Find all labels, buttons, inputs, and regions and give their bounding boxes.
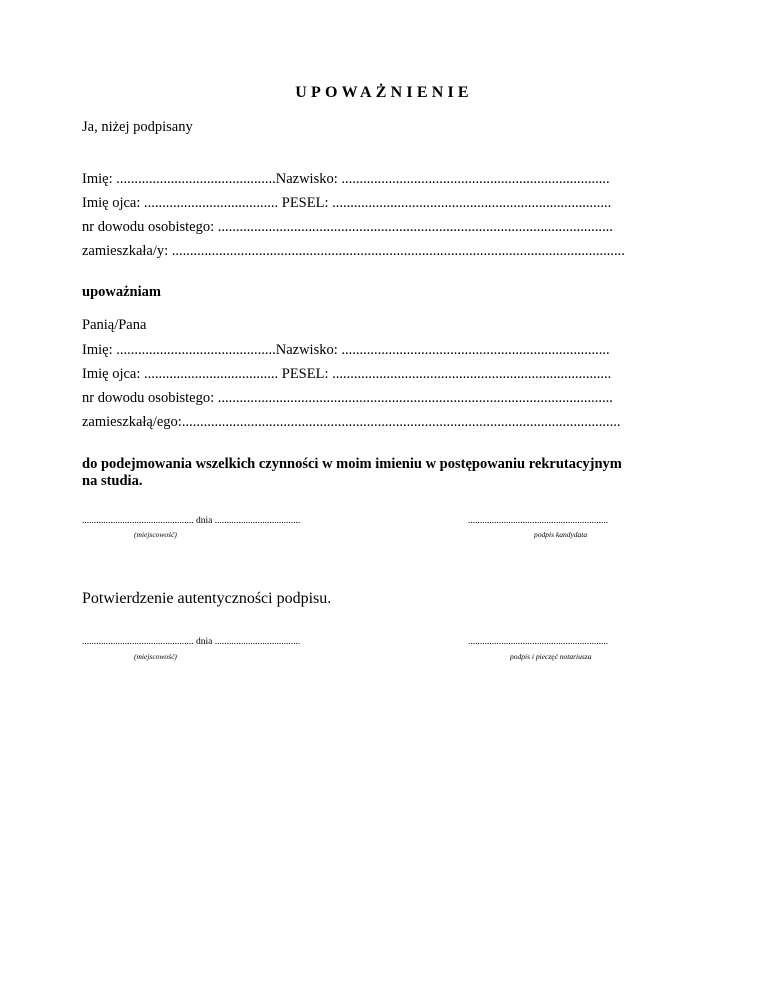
signature1-place-date: ............................................... dnia ....................................: [82, 516, 301, 526]
agent-father-pesel-line: Imię ojca: ..................................... PESEL: .............................................................................: [82, 366, 612, 382]
signature2-place-caption: (miejscowość): [134, 652, 177, 661]
signature1-place-caption: (miejscowość): [134, 530, 177, 539]
agent-address-line: zamieszkałą/ego:.........................................................................................................................: [82, 414, 621, 430]
agent-salutation: Panią/Pana: [82, 317, 147, 333]
confirmation-heading: Potwierdzenie autentyczności podpisu.: [82, 590, 332, 607]
principal-id-line: nr dowodu osobistego: .............................................................................................................: [82, 219, 613, 235]
signature1-caption: podpis kandydata: [534, 530, 588, 539]
signature1-line: ...........................................................: [468, 516, 609, 526]
scope-line-2: na studia.: [82, 473, 143, 489]
authorize-word: upoważniam: [82, 284, 161, 300]
principal-name-line: Imię: ............................................Nazwisko: ..........................................................................: [82, 171, 610, 187]
agent-name-line: Imię: ............................................Nazwisko: ..........................................................................: [82, 342, 610, 358]
agent-id-line: nr dowodu osobistego: .............................................................................................................: [82, 390, 613, 406]
document-title: UPOWAŻNIENIE: [295, 84, 473, 101]
signature2-caption: podpis i pieczęć notariusza: [510, 652, 592, 661]
signature2-place-date: ............................................... dnia ....................................: [82, 637, 301, 647]
intro-text: Ja, niżej podpisany: [82, 119, 193, 135]
scope-line-1: do podejmowania wszelkich czynności w moim imieniu w postępowaniu rekrutacyjnym: [82, 456, 622, 472]
principal-father-pesel-line: Imię ojca: ..................................... PESEL: .............................................................................: [82, 195, 612, 211]
signature2-line: ...........................................................: [468, 637, 609, 647]
principal-address-line: zamieszkała/y: .............................................................................................................................: [82, 243, 625, 259]
